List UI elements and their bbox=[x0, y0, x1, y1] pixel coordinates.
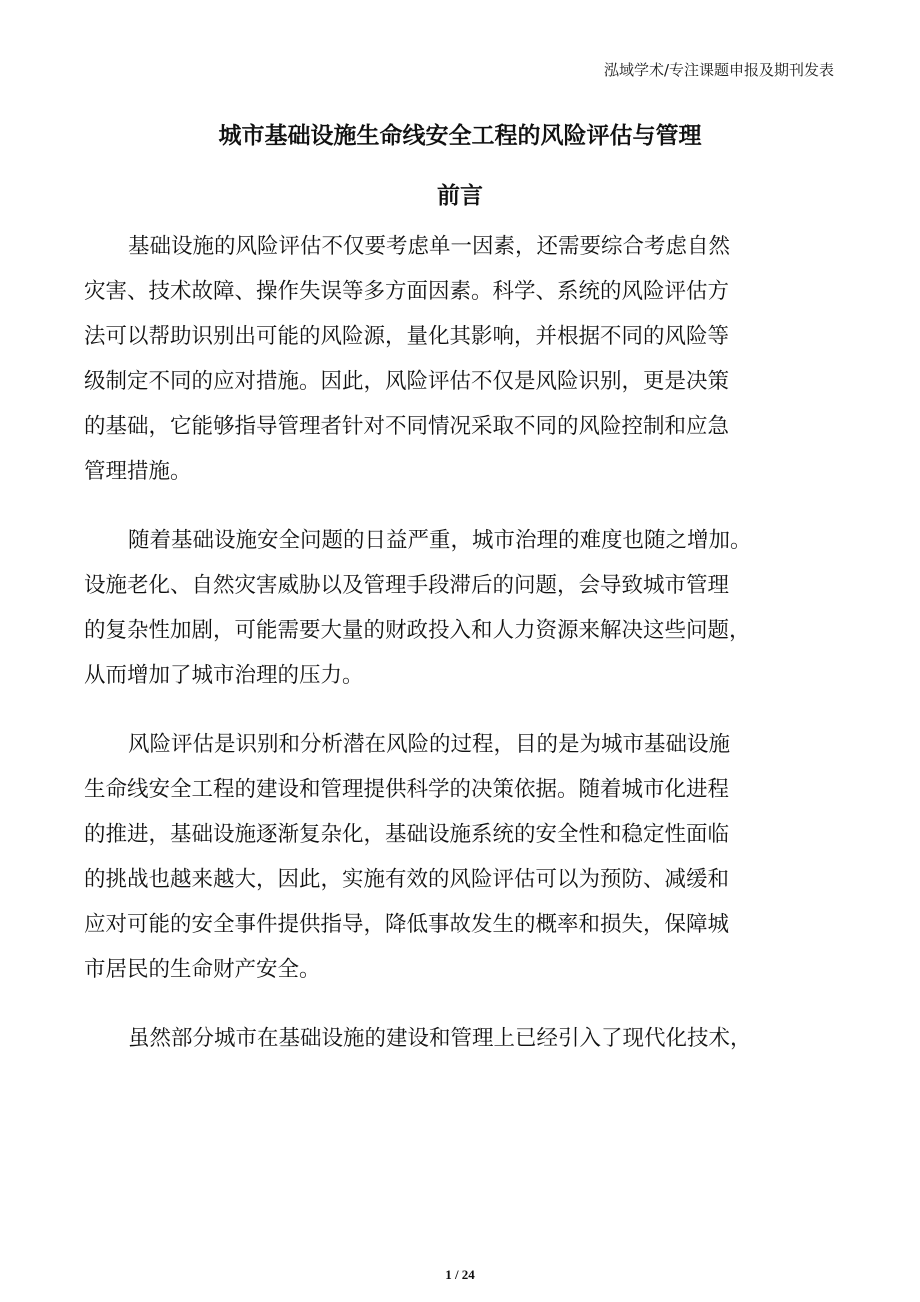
paragraph-line: 从而增加了城市治理的压力。 bbox=[84, 663, 364, 688]
paragraph bbox=[84, 722, 844, 992]
paragraph bbox=[84, 518, 844, 698]
paragraph bbox=[84, 1016, 844, 1061]
paragraph-line: 生命线安全工程的建设和管理提供科学的决策依据。随着城市化进程 bbox=[84, 777, 730, 802]
paragraph-line: 应对可能的安全事件提供指导，降低事故发生的概率和损失，保障城 bbox=[84, 912, 730, 937]
paragraph-line: 管理措施。 bbox=[84, 459, 192, 484]
paragraph-line: 的复杂性加剧，可能需要大量的财政投入和人力资源来解决这些问题， bbox=[84, 618, 751, 643]
paragraph-line: 法可以帮助识别出可能的风险源，量化其影响，并根据不同的风险等 bbox=[84, 324, 730, 349]
paragraph bbox=[84, 224, 844, 494]
document-body bbox=[84, 224, 844, 1085]
paragraph-line: 市居民的生命财产安全。 bbox=[84, 957, 321, 982]
page-number: 1 / 24 bbox=[445, 1267, 475, 1282]
header-note: 泓域学术/专注课题申报及期刊发表 bbox=[603, 61, 834, 79]
paragraph-line: 基础设施的风险评估不仅要考虑单一因素，还需要综合考虑自然 bbox=[128, 234, 731, 259]
paragraph-line: 的挑战也越来越大，因此，实施有效的风险评估可以为预防、减缓和 bbox=[84, 867, 730, 892]
paragraph-line: 随着基础设施安全问题的日益严重，城市治理的难度也随之增加。 bbox=[128, 528, 752, 553]
paragraph-line: 级制定不同的应对措施。因此，风险评估不仅是风险识别，更是决策 bbox=[84, 369, 730, 394]
paragraph-line: 风险评估是识别和分析潜在风险的过程，目的是为城市基础设施 bbox=[128, 732, 731, 757]
paragraph-line: 的基础，它能够指导管理者针对不同情况采取不同的风险控制和应急 bbox=[84, 414, 730, 439]
paragraph-line: 的推进，基础设施逐渐复杂化，基础设施系统的安全性和稳定性面临 bbox=[84, 822, 730, 847]
paragraph-line: 设施老化、自然灾害威胁以及管理手段滞后的问题，会导致城市管理 bbox=[84, 573, 730, 598]
paragraph-line: 虽然部分城市在基础设施的建设和管理上已经引入了现代化技术， bbox=[128, 1026, 752, 1051]
paragraph-line: 灾害、技术故障、操作失误等多方面因素。科学、系统的风险评估方 bbox=[84, 279, 730, 304]
document-title: 城市基础设施生命线安全工程的风险评估与管理 bbox=[218, 123, 702, 149]
section-title: 前言 bbox=[437, 183, 483, 209]
